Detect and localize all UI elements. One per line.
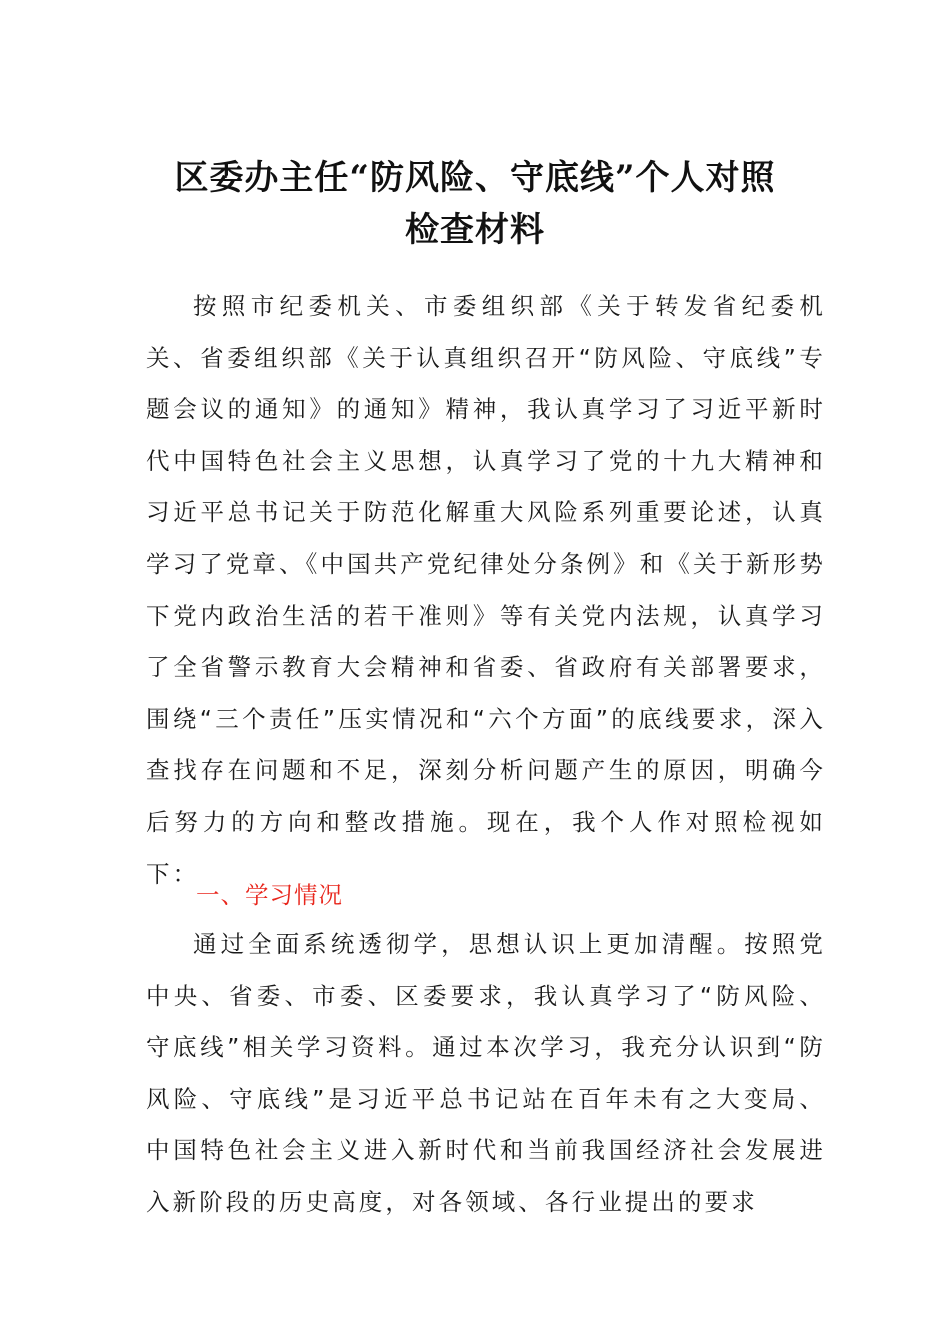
paragraph-intro: 按照市纪委机关、市委组织部《关于转发省纪委机关、省委组织部《关于认真组织召开“防风险、守底线”专题会议的通知》的通知》精神，我认真学习了习近平新时代中国特色社会主义思想，认真学习了党的十九大精神和习近平总书记关于防范化解重大风险系列重要论述，认真学习了党章、《中国共产党纪律处分条例》和《关于新形势下党内政治生活的若干准则》等有关党内法规，认真学习了全省警示教育大会精神和省委、省政府有关部署要求，围绕“三个责任”压实情况和“六个方面”的底线要求，深入查找存在问题和不足，深刻分析问题产生的原因，明确今后努力的方向和整改措施。现在，我个人作对照检视如下： <box>146 292 826 888</box>
section-heading-study: 一、学习情况 <box>196 881 343 909</box>
document-title-line2: 检查材料 <box>405 210 545 250</box>
document-title-line1: 区委办主任“防风险、守底线”个人对照 <box>174 158 776 198</box>
paragraph-study: 通过全面系统透彻学，思想认识上更加清醒。按照党中央、省委、市委、区委要求，我认真学习了“防风险、守底线”相关学习资料。通过本次学习，我充分认识到“防风险、守底线”是习近平总书记站在百年未有之大变局、中国特色社会主义进入新时代和当前我国经济社会发展进入新阶段的历史高度，对各领域、各行业提出的要求 <box>146 930 826 1216</box>
